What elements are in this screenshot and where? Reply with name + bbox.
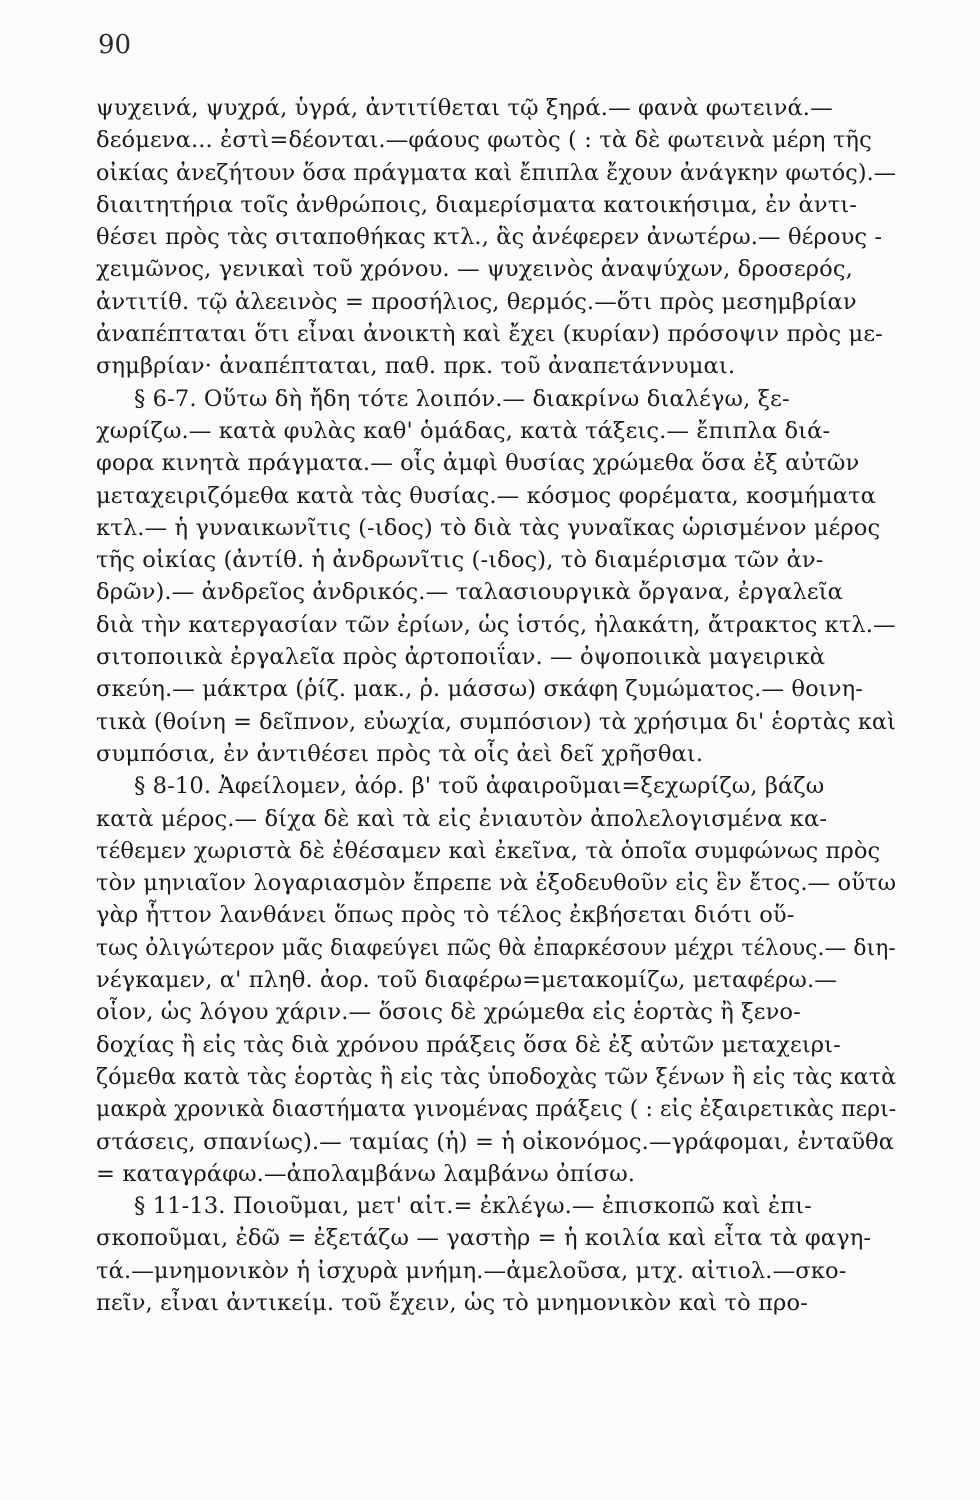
text-line: διὰ τὴν κατεργασίαν τῶν ἐρίων, ὡς ἱστός, ἠλακάτη, ἄτρακτος κτλ.—	[96, 611, 896, 638]
text-line: ἀντιτίθ. τῷ ἀλεεινὸς = προσήλιος, θερμός.—ὅτι πρὸς μεσημβρίαν	[96, 288, 857, 315]
text-line: φορα κινητὰ πράγματα.— οἷς ἀμφὶ θυσίας χρώμεθα ὅσα ἐξ αὐτῶν	[96, 450, 860, 477]
text-line: = καταγράφω.—ἀπολαμβάνω λαμβάνω ὀπίσω.	[96, 1160, 636, 1187]
text-line: κατὰ μέρος.— δίχα δὲ καὶ τὰ εἰς ἐνιαυτὸν ἀπολελογισμένα κα-	[96, 805, 828, 832]
text-line: διαιτητήρια τοῖς ἀνθρώποις, διαμερίσματα κατοικήσιμα, ἐν ἀντι-	[96, 191, 858, 218]
text-line: τικὰ (θοίνη = δεῖπνον, εὐωχία, συμπόσιον) τὰ χρήσιμα δι' ἑορτὰς καὶ	[96, 708, 897, 735]
text-line: ζόμεθα κατὰ τὰς ἑορτὰς ἢ εἰς τὰς ὑποδοχὰς τῶν ξένων ἢ εἰς τὰς κατὰ	[96, 1063, 897, 1090]
text-line: ἀναπέπταται ὅτι εἶναι ἀνοικτὴ καὶ ἔχει (κυρίαν) πρόσοψιν πρὸς με-	[96, 321, 883, 348]
text-line: πεῖν, εἶναι ἀντικείμ. τοῦ ἔχειν, ὡς τὸ μνημονικὸν καὶ τὸ προ-	[96, 1289, 808, 1316]
text-line: τὸν μηνιαῖον λογαριασμὸν ἔπρεπε νὰ ἐξοδευθοῦν εἰς ἓν ἔτος.— οὕτω	[96, 870, 897, 897]
text-line: § 8-10. Ἀφείλομεν, ἀόρ. β' τοῦ ἀφαιροῦμαι=ξεχωρίζω, βάζω	[134, 773, 825, 800]
text-line: συμπόσια, ἐν ἀντιθέσει πρὸς τὰ οἷς ἀεὶ δεῖ χρῆσθαι.	[96, 740, 704, 767]
text-line: χωρίζω.— κατὰ φυλὰς καθ' ὁμάδας, κατὰ τάξεις.— ἔπιπλα διά-	[96, 417, 831, 444]
text-line: γὰρ ἧττον λανθάνει ὅπως πρὸς τὸ τέλος ἐκβήσεται διότι οὕ-	[96, 902, 795, 929]
text-line: σκοποῦμαι, ἐδῶ = ἐξετάζω — γαστὴρ = ἡ κοιλία καὶ εἶτα τὰ φαγη-	[96, 1225, 872, 1252]
text-line: οἷον, ὡς λόγου χάριν.— ὅσοις δὲ χρώμεθα εἰς ἑορτὰς ἢ ξενο-	[96, 999, 801, 1026]
commentary-text	[96, 92, 896, 1319]
text-line: μακρὰ χρονικὰ διαστήματα γινομένας πράξεις ( : εἰς ἐξαιρετικὰς περι-	[96, 1096, 897, 1123]
text-line: § 11-13. Ποιοῦμαι, μετ' αἰτ.= ἐκλέγω.— ἐπισκοπῶ καὶ ἐπι-	[134, 1193, 812, 1220]
text-line: τως ὀλιγώτερον μᾶς διαφεύγει πῶς θὰ ἐπαρκέσουν μέχρι τέλους.— διη-	[96, 934, 896, 961]
text-line: σκεύη.— μάκτρα (ῥίζ. μακ., ῥ. μάσσω) σκάφη ζυμώματος.— θοινη-	[96, 676, 863, 703]
text-line: μεταχειριζόμεθα κατὰ τὰς θυσίας.— κόσμος φορέματα, κοσμήματα	[96, 482, 877, 509]
text-line: τέθεμεν χωριστὰ δὲ ἐθέσαμεν καὶ ἐκεῖνα, τὰ ὁποῖα συμφώνως πρὸς	[96, 837, 881, 864]
text-line: χειμῶνος, γενικαὶ τοῦ χρόνου. — ψυχεινὸς ἀναψύχων, δροσερός,	[96, 256, 853, 283]
text-line: θέσει πρὸς τὰς σιταποθήκας κτλ., ἃς ἀνέφερεν ἀνωτέρω.— θέρους -	[96, 224, 883, 251]
text-line: σιτοποιικὰ ἐργαλεῖα πρὸς ἀρτοποιΐαν. — ὀψοποιικὰ μαγειρικὰ	[96, 644, 826, 671]
text-line: δρῶν).— ἀνδρεῖος ἀνδρικός.— ταλασιουργικὰ ὄργανα, ἐργαλεῖα	[96, 579, 844, 606]
page-number: 90	[98, 30, 132, 60]
text-line: σημβρίαν· ἀναπέπταται, παθ. πρκ. τοῦ ἀναπετάννυμαι.	[96, 353, 736, 380]
text-line: δοχίας ἢ εἰς τὰς διὰ χρόνου πράξεις ὅσα δὲ ἐξ αὐτῶν μεταχειρι-	[96, 1031, 841, 1058]
text-line: στάσεις, σπανίως).— ταμίας (ἡ) = ἡ οἰκονόμος.—γράφομαι, ἐνταῦθα	[96, 1128, 895, 1155]
text-line: § 6-7. Οὕτω δὴ ἤδη τότε λοιπόν.— διακρίνω διαλέγω, ξε-	[134, 385, 790, 412]
text-line: τῆς οἰκίας (ἀντίθ. ἡ ἀνδρωνῖτις (-ιδος), τὸ διαμέρισμα τῶν ἀν-	[96, 547, 824, 574]
text-line: κτλ.— ἡ γυναικωνῖτις (-ιδος) τὸ διὰ τὰς γυναῖκας ὡρισμένον μέρος	[96, 514, 881, 541]
text-line: νέγκαμεν, α' πληθ. ἀορ. τοῦ διαφέρω=μετακομίζω, μεταφέρω.—	[96, 967, 837, 994]
text-line: δεόμενα... ἐστὶ=δέονται.—φάους φωτὸς ( : τὰ δὲ φωτεινὰ μέρη τῆς	[96, 127, 872, 154]
text-line: οἰκίας ἀνεζήτουν ὅσα πράγματα καὶ ἔπιπλα ἔχουν ἀνάγκην φωτός).—	[96, 159, 897, 186]
text-line: ψυχεινά, ψυχρά, ὑγρά, ἀντιτίθεται τῷ ξηρά.— φανὰ φωτεινά.—	[96, 95, 833, 121]
text-line: τά.—μνημονικὸν ἡ ἰσχυρὰ μνήμη.—ἀμελοῦσα, μτχ. αἰτιολ.—σκο-	[96, 1257, 847, 1284]
